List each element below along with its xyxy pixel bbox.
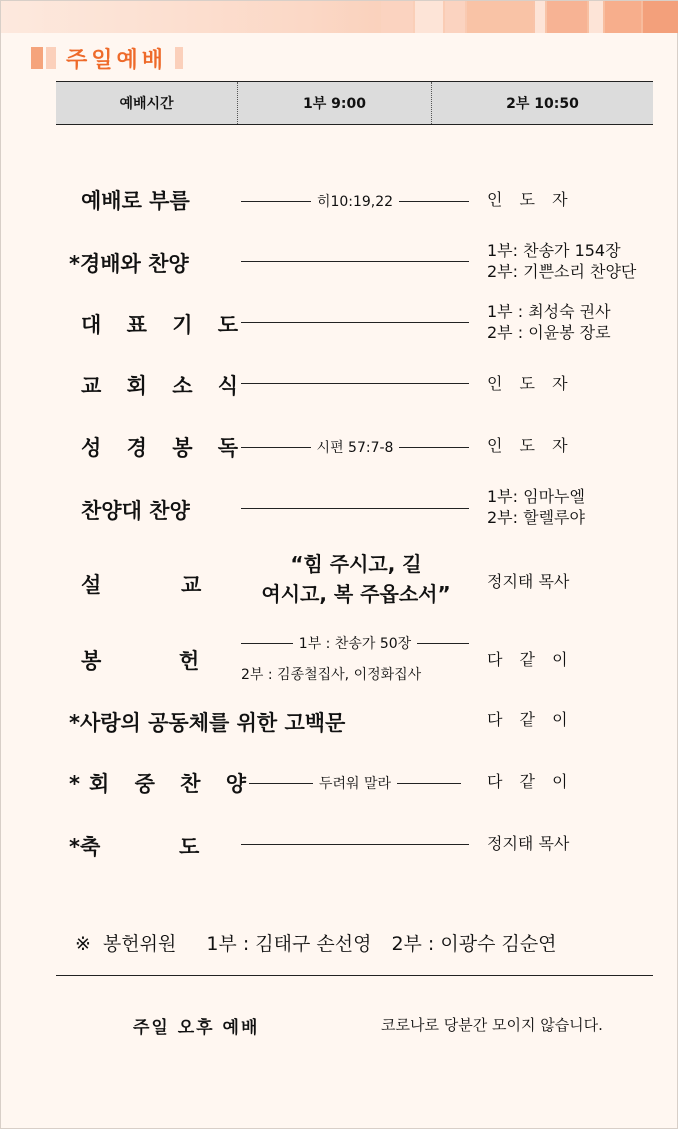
offering-hymn: 1부 : 찬송가 50장 [298, 636, 412, 652]
order-divider [241, 508, 469, 509]
sermon-title-line: 여시고, 복 주옵소서” [261, 582, 451, 606]
afternoon-service-note: 코로나로 당분간 모이지 않습니다. [381, 1016, 603, 1034]
order-divider [241, 322, 469, 323]
order-leader: 정지태 목사 [487, 834, 570, 853]
order-divider [241, 437, 469, 457]
order-divider [241, 844, 469, 845]
worship-times-table [56, 81, 653, 125]
committee-second: 2부 : 이광수 김순연 [391, 933, 557, 955]
order-leader [487, 486, 585, 528]
order-item-praise [1, 237, 678, 287]
order-label: *회 중 찬 양 [69, 772, 256, 796]
order-label-right: 헌 [179, 649, 200, 673]
order-label: 예배로 부름 [81, 189, 190, 213]
order-leader: 다 같 이 [487, 772, 574, 791]
second-service-time: 2부 10:50 [506, 96, 579, 112]
order-leader-line: 1부: 찬송가 154장 [487, 241, 621, 260]
order-item-prayer [1, 298, 678, 348]
order-item-congregational-hymn [1, 757, 678, 807]
title-marker-icon [175, 47, 183, 69]
offering-prayer: 2부 : 김종철집사, 이정화집사 [241, 667, 422, 683]
order-item-scripture-reading [1, 421, 678, 471]
order-label: 성 경 봉 독 [81, 436, 248, 460]
order-leader [487, 301, 611, 343]
order-item-sermon [1, 549, 678, 613]
title-marker-icon [31, 47, 43, 69]
order-label-right: 교 [181, 573, 202, 597]
first-service-time: 1부 9:00 [238, 82, 432, 124]
top-decorative-band [1, 1, 678, 33]
times-label: 예배시간 [56, 82, 238, 124]
order-label: *경배와 찬양 [69, 252, 189, 276]
order-leader: 다 같 이 [487, 650, 574, 669]
offering-committee [75, 929, 569, 956]
order-label-left: *축 [69, 835, 101, 859]
order-label: 대 표 기 도 [81, 313, 248, 337]
order-leader-line: 2부: 할렐루야 [487, 508, 585, 527]
order-leader-line: 1부: 임마누엘 [487, 487, 585, 506]
order-divider [241, 383, 469, 384]
order-label: 교 회 소 식 [81, 374, 248, 398]
section-title [31, 43, 183, 73]
hymn-title: 두려워 말라 [318, 776, 392, 792]
order-leader-line: 1부 : 최성숙 권사 [487, 302, 611, 321]
order-item-call-to-worship [1, 175, 678, 225]
order-item-choir [1, 483, 678, 533]
scripture-reference: 히10:19,22 [316, 194, 394, 210]
divider [56, 975, 653, 976]
order-item-offering [1, 631, 678, 687]
page-title: 주일예배 [66, 47, 168, 73]
order-item-confession [1, 695, 678, 745]
afternoon-service-title: 주일 오후 예배 [133, 1018, 260, 1038]
order-divider [249, 773, 461, 793]
title-marker-icon [46, 47, 56, 69]
order-leader: 다 같 이 [487, 710, 574, 729]
order-item-benediction [1, 819, 678, 869]
order-leader: 인 도 자 [487, 436, 574, 455]
reference-mark-icon: ※ [75, 933, 91, 955]
committee-first: 1부 : 김태구 손선영 [206, 933, 372, 955]
order-divider [241, 633, 469, 653]
order-leader: 인 도 자 [487, 190, 574, 209]
order-label-left: 봉 [81, 649, 102, 673]
scripture-reference: 시편 57:7-8 [316, 440, 394, 456]
committee-title: 봉헌위원 [102, 933, 177, 955]
order-item-announcements [1, 359, 678, 409]
order-leader-line: 2부 : 이윤봉 장로 [487, 323, 611, 342]
order-leader [487, 240, 636, 282]
order-leader: 인 도 자 [487, 374, 574, 393]
sermon-title [241, 549, 471, 609]
order-label: *사랑의 공동체를 위한 고백문 [69, 711, 346, 735]
order-divider [241, 191, 469, 211]
order-divider [241, 261, 469, 262]
order-label-right: 도 [179, 835, 200, 859]
sermon-title-line: “힘 주시고, 길 [290, 552, 422, 576]
order-leader-line: 2부: 기쁜소리 찬양단 [487, 262, 637, 281]
order-leader: 정지태 목사 [487, 572, 570, 591]
order-label-left: 설 [81, 573, 102, 597]
order-label: 찬양대 찬양 [81, 499, 190, 523]
